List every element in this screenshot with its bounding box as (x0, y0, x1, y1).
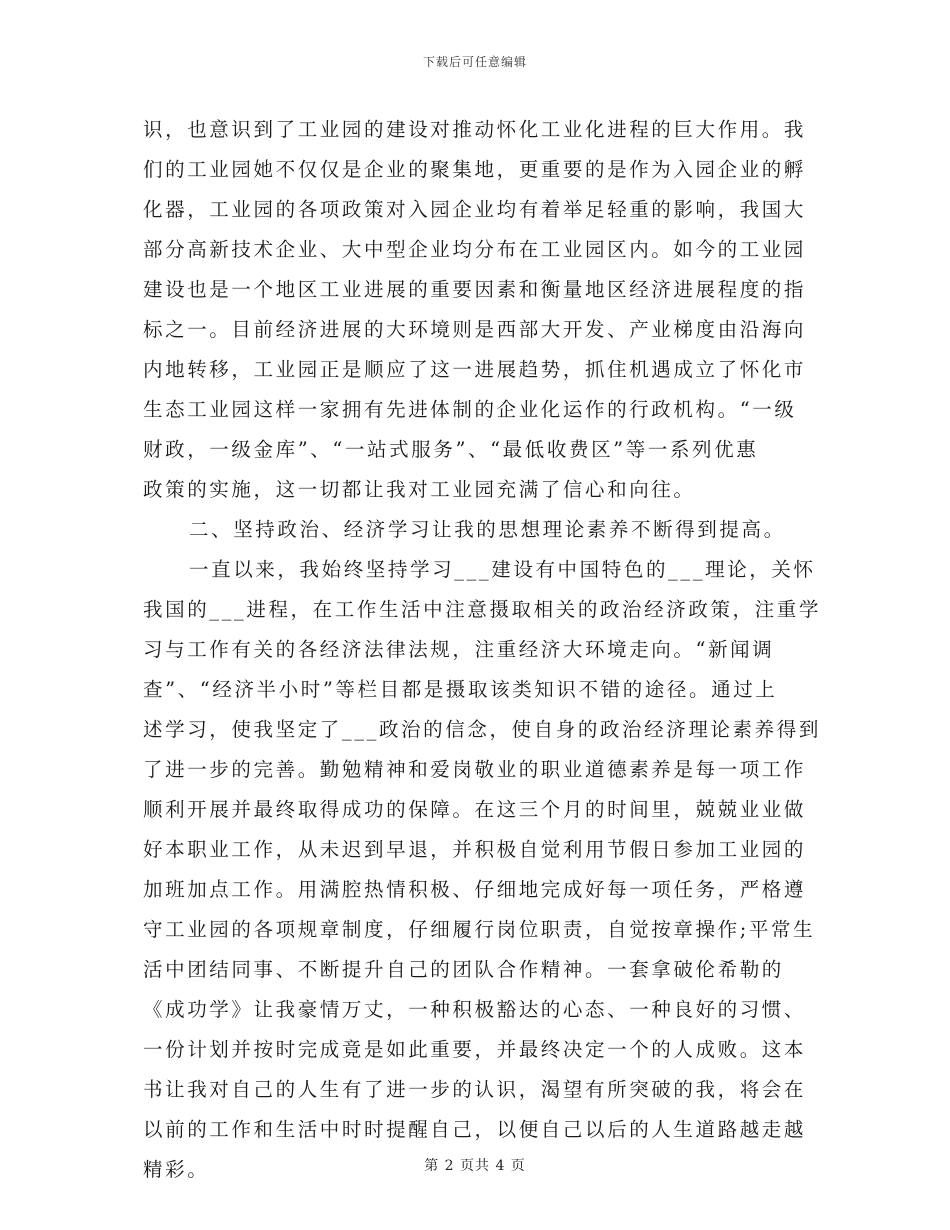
page-header: 下载后可任意编辑 (422, 55, 527, 69)
text-line: 识，也意识到了工业园的建设对推动怀化工业化进程的巨大作用。我 (143, 118, 807, 141)
text-line: 内地转移，工业园正是顺应了这一进展趋势，抓住机遇成立了怀化市 (143, 358, 807, 381)
text-line: 部分高新技术企业、大中型企业均分布在工业园区内。如今的工业园 (143, 238, 807, 261)
text-line: 精彩。 (143, 1158, 210, 1181)
text-line: 顺利开展并最终取得成功的保障。在这三个月的时间里，兢兢业业做 (143, 798, 807, 821)
text-line: 书让我对自己的人生有了进一步的认识，渴望有所突破的我，将会在 (143, 1078, 807, 1101)
text-line: 生态工业园这样一家拥有先进体制的企业化运作的行政机构。“一级 (143, 398, 797, 421)
text-line: 了进一步的完善。勤勉精神和爱岗敬业的职业道德素养是每一项工作 (143, 758, 807, 781)
text-line: 述学习，使我坚定了___政治的信念，使自身的政治经济理论素养得到 (143, 718, 821, 741)
text-line: 一份计划并按时完成竟是如此重要，并最终决定一个的人成败。这本 (143, 1038, 807, 1061)
text-line: 建设也是一个地区工业进展的重要因素和衡量地区经济进展程度的指 (143, 278, 807, 301)
text-line: 以前的工作和生活中时时提醒自己，以便自己以后的人生道路越走越 (143, 1118, 807, 1141)
text-line: 财政，一级金库”、“一站式服务”、“最低收费区”等一系列优惠 (143, 438, 759, 461)
text-line: 《成功学》让我豪情万丈，一种积极豁达的心态、一种良好的习惯、 (143, 998, 807, 1021)
text-line: 政策的实施，这一切都让我对工业园充满了信心和向往。 (143, 478, 696, 501)
text-line: 查”、“经济半小时”等栏目都是摄取该类知识不错的途径。通过上 (143, 678, 778, 701)
text-line: 守工业园的各项规章制度，仔细履行岗位职责，自觉按章操作;平常生 (143, 918, 816, 941)
text-line: 加班加点工作。用满腔热情积极、仔细地完成好每一项任务，严格遵 (143, 878, 807, 901)
text-line: 我国的___进程，在工作生活中注意摄取相关的政治经济政策，注重学 (143, 598, 821, 621)
section-heading: 二、坚持政治、经济学习让我的思想理论素养不断得到提高。 (189, 518, 786, 541)
text-line: 活中团结同事、不断提升自己的团队合作精神。一套拿破伦希勒的 (143, 958, 784, 981)
text-line: 们的工业园她不仅仅是企业的聚集地，更重要的是作为入园企业的孵 (143, 158, 807, 181)
text-line: 好本职业工作，从未迟到早退，并积极自觉利用节假日参加工业园的 (143, 838, 807, 861)
document-body (143, 110, 821, 1190)
text-line: 习与工作有关的各经济法律法规，注重经济大环境走向。“新闻调 (143, 638, 775, 661)
page-number-footer: 第 2 页共 4 页 (424, 1158, 526, 1174)
text-line: 化器，工业园的各项政策对入园企业均有着举足轻重的影响，我国大 (143, 198, 807, 221)
text-line: 一直以来，我始终坚持学习___建设有中国特色的___理论，关怀 (189, 558, 816, 581)
text-line: 标之一。目前经济进展的大环境则是西部大开发、产业梯度由沿海向 (143, 318, 807, 341)
